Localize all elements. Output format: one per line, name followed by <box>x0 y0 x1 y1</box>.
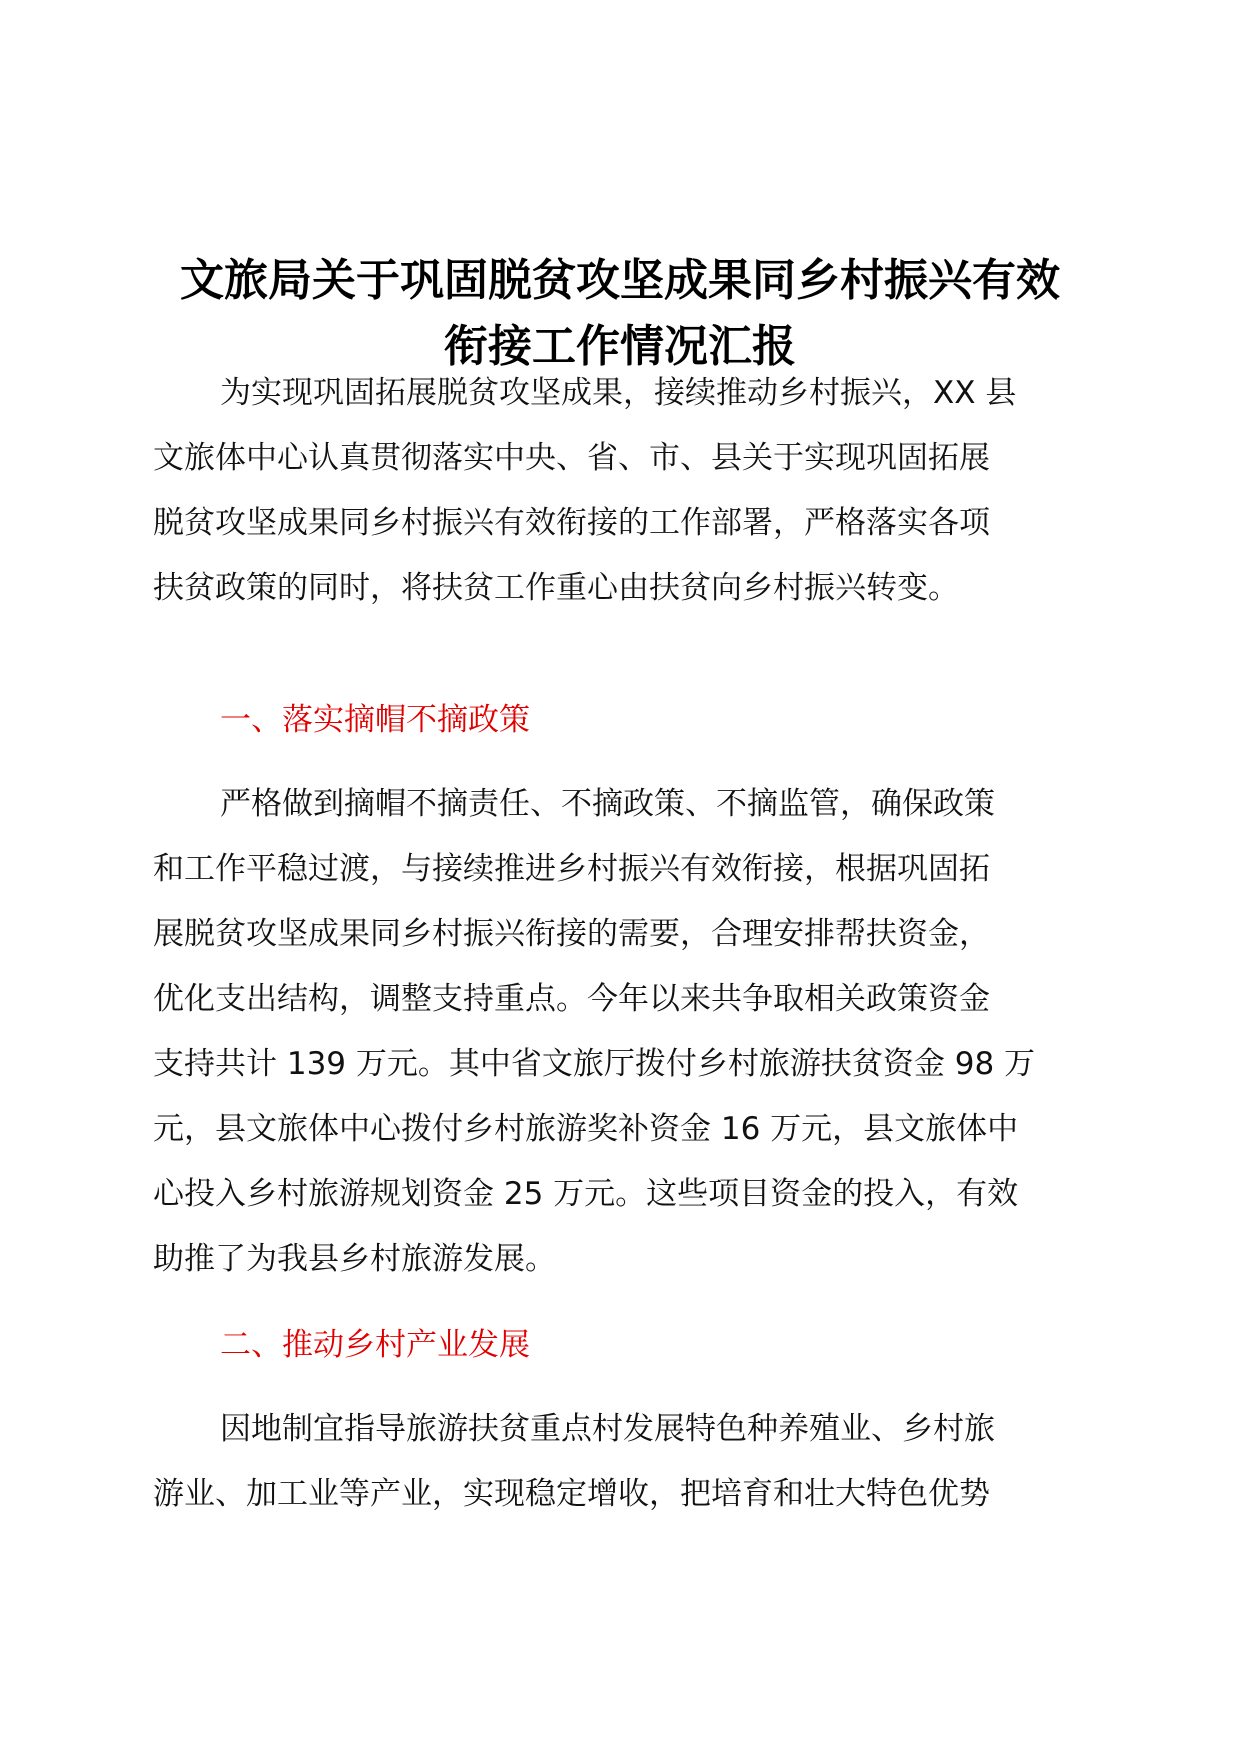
paragraph-line: 文旅体中心认真贯彻落实中央、省、市、县关于实现巩固拓展 <box>153 440 990 476</box>
paragraph-line: 游业、加工业等产业，实现稳定增收，把培育和壮大特色优势 <box>153 1476 990 1512</box>
paragraph-line: 展脱贫攻坚成果同乡村振兴衔接的需要，合理安排帮扶资金， <box>153 916 990 952</box>
paragraph-line: 优化支出结构，调整支持重点。今年以来共争取相关政策资金 <box>153 981 990 1017</box>
section1-paragraph <box>153 772 1093 1292</box>
paragraph-line: 元，县文旅体中心拨付乡村旅游奖补资金 16 万元，县文旅体中 <box>153 1111 1019 1147</box>
section-heading-1: 一、落实摘帽不摘政策 <box>220 702 530 738</box>
paragraph-line: 因地制宜指导旅游扶贫重点村发展特色种养殖业、乡村旅 <box>220 1411 995 1447</box>
paragraph-line: 和工作平稳过渡，与接续推进乡村振兴有效衔接，根据巩固拓 <box>153 851 990 887</box>
section-heading-2: 二、推动乡村产业发展 <box>220 1327 530 1363</box>
paragraph-line: 脱贫攻坚成果同乡村振兴有效衔接的工作部署，严格落实各项 <box>153 505 990 541</box>
paragraph-line: 心投入乡村旅游规划资金 25 万元。这些项目资金的投入，有效 <box>153 1176 1019 1212</box>
intro-paragraph <box>153 361 1093 621</box>
paragraph-line: 助推了为我县乡村旅游发展。 <box>153 1241 556 1277</box>
paragraph-line: 严格做到摘帽不摘责任、不摘政策、不摘监管，确保政策 <box>220 786 995 822</box>
section2-paragraph <box>153 1397 1093 1527</box>
paragraph-line: 为实现巩固拓展脱贫攻坚成果，接续推动乡村振兴，XX 县 <box>220 375 1017 411</box>
paragraph-line: 扶贫政策的同时，将扶贫工作重心由扶贫向乡村振兴转变。 <box>153 570 959 606</box>
paragraph-line: 支持共计 139 万元。其中省文旅厅拨付乡村旅游扶贫资金 98 万 <box>153 1046 1036 1082</box>
title-line: 文旅局关于巩固脱贫攻坚成果同乡村振兴有效 <box>180 255 1060 306</box>
title-line: 衔接工作情况汇报 <box>444 321 796 372</box>
